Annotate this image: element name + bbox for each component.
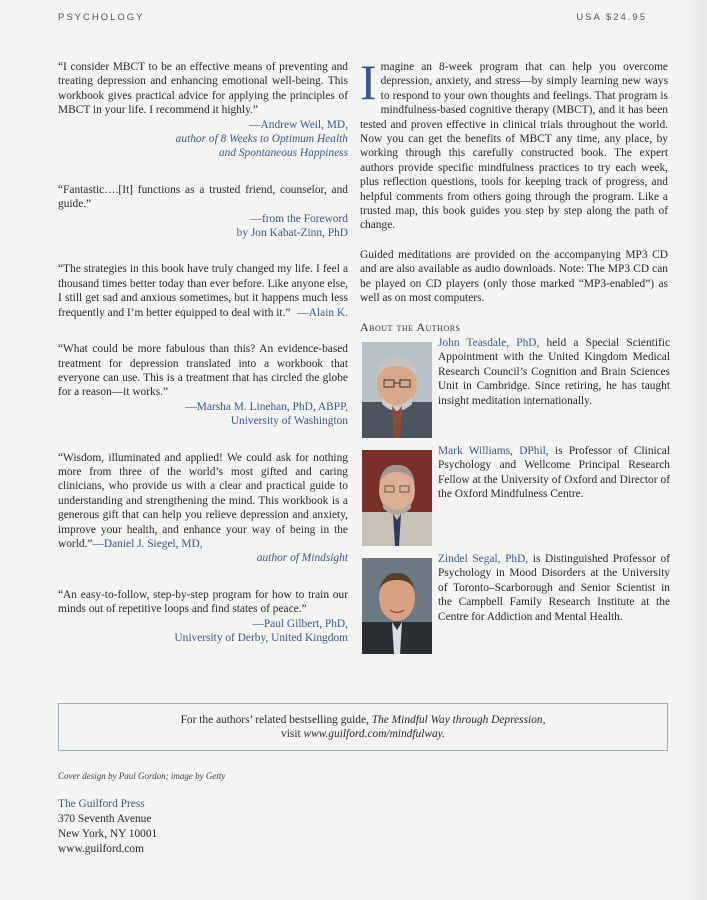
quote-attribution: —Marsha M. Linehan, PhD, ABPP,	[185, 400, 348, 413]
quote-text: “What could be more fabulous than this? An evidence-based treatment for depression translated into a workbook that everyone can use. This is a treatment that has circled the globe for a reason—it works.”	[58, 343, 348, 399]
publisher-street: 370 Seventh Avenue	[58, 813, 152, 825]
author-photo	[362, 558, 432, 654]
author-name: Mark Williams, DPhil,	[438, 444, 549, 457]
book-description	[360, 54, 668, 233]
price-label: USA $24.95	[576, 12, 647, 23]
description-text: magine an 8-week program that can help you overcome depression, anxiety, and stress—by simply learning new ways to respond to your own thoughts and feelings. That program is mindfulness-based cognitive therapy (MBCT), and it has been tested and proven effective in clinical trials throughout the world. Now you can get the benefits of MBCT any time, any place, by working through this carefully constructed book. The expert authors provide specific mindfulness practices to try each week, plus reflection questions, tools for keeping track of progress, and helpful comments from others going through the program. Like a trusted map, this book guides you step by step along the path of change.	[360, 61, 668, 232]
guided-meditations-note: Guided meditations are provided on the accompanying MP3 CD and are also available as audio downloads. Note: The MP3 CD can be played on CD players (only those marked “MP3-enabled”) as well as on most computers.	[360, 248, 668, 305]
quote-attribution: author of Mindsight	[256, 552, 348, 565]
page-edge	[685, 0, 707, 900]
author-bio: John Teasdale, PhD, held a Special Scientific Appointment with the United Kingdom Medical Research Council’s Cognition and Brain Sciences Unit in Cambridge. Since retiring, he has taught insight meditation internationally.	[438, 336, 671, 407]
quote-attribution: and Spontaneous Happiness	[218, 147, 348, 160]
endorsements-column	[58, 60, 348, 667]
author-name: John Teasdale, PhD,	[438, 336, 540, 349]
related-line-1: For the authors’ related bestselling guide, The Mindful Way through Depression,	[180, 714, 546, 726]
endorsement-weil	[58, 60, 348, 161]
author-photo	[362, 450, 432, 546]
endorsement-gilbert	[58, 588, 348, 646]
quote-text: “Wisdom, illuminated and applied! We could ask for nothing more from three of the world’s most gifted and caring clinicians, who provide us with a clear and practical guide to understanding and strengthening the mind. This workbook is a generous gift that can help you relieve depression and anxiety, improve your health, and enhance your way of being in the world.”—Daniel J. Siegel, MD,	[58, 451, 348, 550]
author-bio: Zindel Segal, PhD, is Distinguished Professor of Psychology in Mood Disorders at the University of Toronto–Scarborough and Senior Scientist in the Campbell Family Research Institute at the Centre for Addiction and Mental Health.	[438, 552, 670, 623]
quote-text: “Fantastic….[It] functions as a trusted friend, counselor, and guide.”	[58, 183, 348, 211]
description-column	[360, 54, 671, 658]
quote-attribution: —Alain K.	[297, 306, 348, 319]
about-authors-heading: About the Authors	[360, 319, 461, 334]
publisher-block	[58, 797, 157, 857]
endorsement-kabat-zinn	[58, 183, 348, 241]
quote-attribution: —Andrew Weil, MD,	[249, 118, 348, 131]
publisher-web: www.guilford.com	[58, 843, 144, 855]
quote-text: “An easy-to-follow, step-by-step program for how to train our minds out of repetitive loops and find states of peace.”	[58, 588, 348, 616]
endorsement-siegel	[58, 451, 348, 566]
quote-text: “The strategies in this book have truly changed my life. I feel a thousand times better today than ever before. Like anyone else, I still get sad and anxious sometimes, but it happens much less frequently and I’m better equipped to deal with it.” —Alain K.	[58, 263, 348, 319]
author-bio: Mark Williams, DPhil, is Professor of Clinical Psychology and Wellcome Principal Research Fellow at the University of Oxford and Director of the Oxford Mindfulness Centre.	[438, 444, 670, 501]
category-label: PSYCHOLOGY	[58, 12, 145, 23]
related-book-box	[58, 703, 668, 751]
quote-attribution: —Paul Gilbert, PhD,	[252, 617, 348, 630]
quote-attribution: University of Derby, United Kingdom	[174, 632, 348, 644]
author-segal	[360, 552, 668, 658]
author-photo	[362, 342, 432, 438]
quote-attribution: —from the Foreword	[250, 212, 348, 225]
endorsement-alain	[58, 262, 348, 320]
publisher-city: New York, NY 10001	[58, 828, 158, 840]
author-teasdale	[360, 336, 671, 442]
quote-attribution: author of 8 Weeks to Optimum Health	[175, 133, 348, 146]
quote-attribution: —Daniel J. Siegel, MD,	[92, 537, 203, 550]
endorsement-linehan	[58, 342, 348, 428]
related-url: www.guilford.com/mindfulway.	[303, 728, 445, 741]
author-williams	[360, 444, 668, 550]
author-name: Zindel Segal, PhD,	[438, 552, 529, 565]
quote-attribution: University of Washington	[230, 415, 348, 428]
quote-attribution: by Jon Kabat-Zinn, PhD	[236, 227, 348, 240]
related-line-2: visit www.guilford.com/mindfulway.	[281, 728, 445, 741]
quote-text: “I consider MBCT to be an effective means of preventing and treating depression and enhancing emotional well-being. This workbook gives practical advice for applying the principles of MBCT in your life. I recommend it highly.”	[58, 61, 348, 117]
drop-cap: I	[360, 54, 377, 110]
publisher-name: The Guilford Press	[58, 798, 145, 810]
cover-credits: Cover design by Paul Gordon; image by Getty	[58, 771, 226, 781]
